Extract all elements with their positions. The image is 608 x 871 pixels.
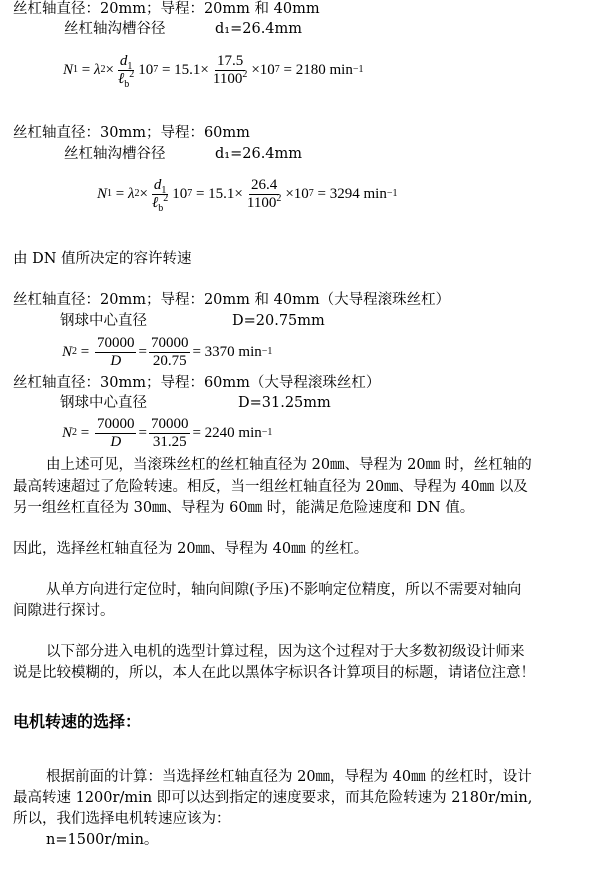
spec-line-2: 丝杠轴直径：30mm；导程：60mm bbox=[13, 125, 250, 141]
ball-value-3: D=20.75mm bbox=[232, 313, 325, 329]
ball-label-4: 钢球中心直径 bbox=[60, 395, 147, 411]
groove-label-2: 丝杠轴沟槽谷径 bbox=[64, 146, 166, 162]
para4-line-1: 以下部分进入电机的选型计算过程，因为这个过程对于大多数初级设计师来 bbox=[46, 644, 525, 660]
ball-label-3: 钢球中心直径 bbox=[60, 313, 147, 329]
para5-line-2: 最高转速 1200r/min 即可以达到指定的速度要求，而其危险转速为 2180r/min, bbox=[13, 790, 533, 806]
spec-line-1: 丝杠轴直径：20mm；导程：20mm 和 40mm bbox=[13, 1, 320, 17]
ball-value-4: D=31.25mm bbox=[238, 395, 331, 411]
equation-n1-a: N 1 = λ 2 × $\frac{d_1}{\ell_b^2}$ 10 7 = 15.1× $\frac{17.5}{1100^2}$ ×10 7 = 2180 min −1 bbox=[63, 52, 364, 90]
para1-line-2: 最高转速超过了危险转速。相反，当一组丝杠轴直径为 20㎜、导程为 40㎜ 以及 bbox=[13, 479, 528, 495]
para1-line-1: 由上述可见，当滚珠丝杠的丝杠轴直径为 20㎜、导程为 20㎜ 时，丝杠轴的 bbox=[46, 457, 532, 473]
groove-value-2: d₁=26.4mm bbox=[215, 146, 303, 162]
dn-heading: 由 DN 值所决定的容许转速 bbox=[13, 251, 192, 267]
groove-value-1: d₁=26.4mm bbox=[215, 21, 303, 37]
equation-n1-b: N 1 = λ 2 × $\frac{d_1}{\ell_b^2}$ 10 7 = 15.1× $\frac{26.4}{1100^2}$ ×10 7 = 3294 min −1 bbox=[97, 176, 398, 214]
para5-line-4: n=1500r/min。 bbox=[46, 832, 159, 848]
section-heading: 电机转速的选择： bbox=[13, 712, 142, 731]
para5-line-3: 所以，我们选择电机转速应该为： bbox=[13, 811, 231, 827]
para4-line-2: 说是比较模糊的，所以，本人在此以黑体字标识各计算项目的标题，请诸位注意！ bbox=[13, 665, 535, 681]
para3-line-1: 从单方向进行定位时，轴向间隙(予压)不影响定位精度，所以不需要对轴向 bbox=[46, 582, 522, 598]
spec-line-4: 丝杠轴直径：30mm；导程：60mm（大导程滚珠丝杠） bbox=[13, 375, 381, 391]
para1-line-3: 另一组丝杠直径为 30㎜、导程为 60㎜ 时，能满足危险速度和 DN 值。 bbox=[13, 500, 475, 516]
para5-line-1: 根据前面的计算：当选择丝杠轴直径为 20㎜，导程为 40㎜ 的丝杠时，设计 bbox=[46, 769, 532, 785]
equation-n2-b: N 2 = $\frac{70000}{D}$ = $\frac{70000}{31.25}$ = 2240 min −1 bbox=[62, 415, 273, 450]
para3-line-2: 间隙进行探讨。 bbox=[13, 603, 115, 619]
equation-n2-a: N 2 = $\frac{70000}{D}$ = $\frac{70000}{20.75}$ = 3370 min −1 bbox=[62, 334, 273, 369]
spec-line-3: 丝杠轴直径：20mm；导程：20mm 和 40mm（大导程滚珠丝杠） bbox=[13, 292, 451, 308]
para2: 因此，选择丝杠轴直径为 20㎜、导程为 40㎜ 的丝杠。 bbox=[13, 541, 369, 557]
groove-label-1: 丝杠轴沟槽谷径 bbox=[64, 21, 166, 37]
